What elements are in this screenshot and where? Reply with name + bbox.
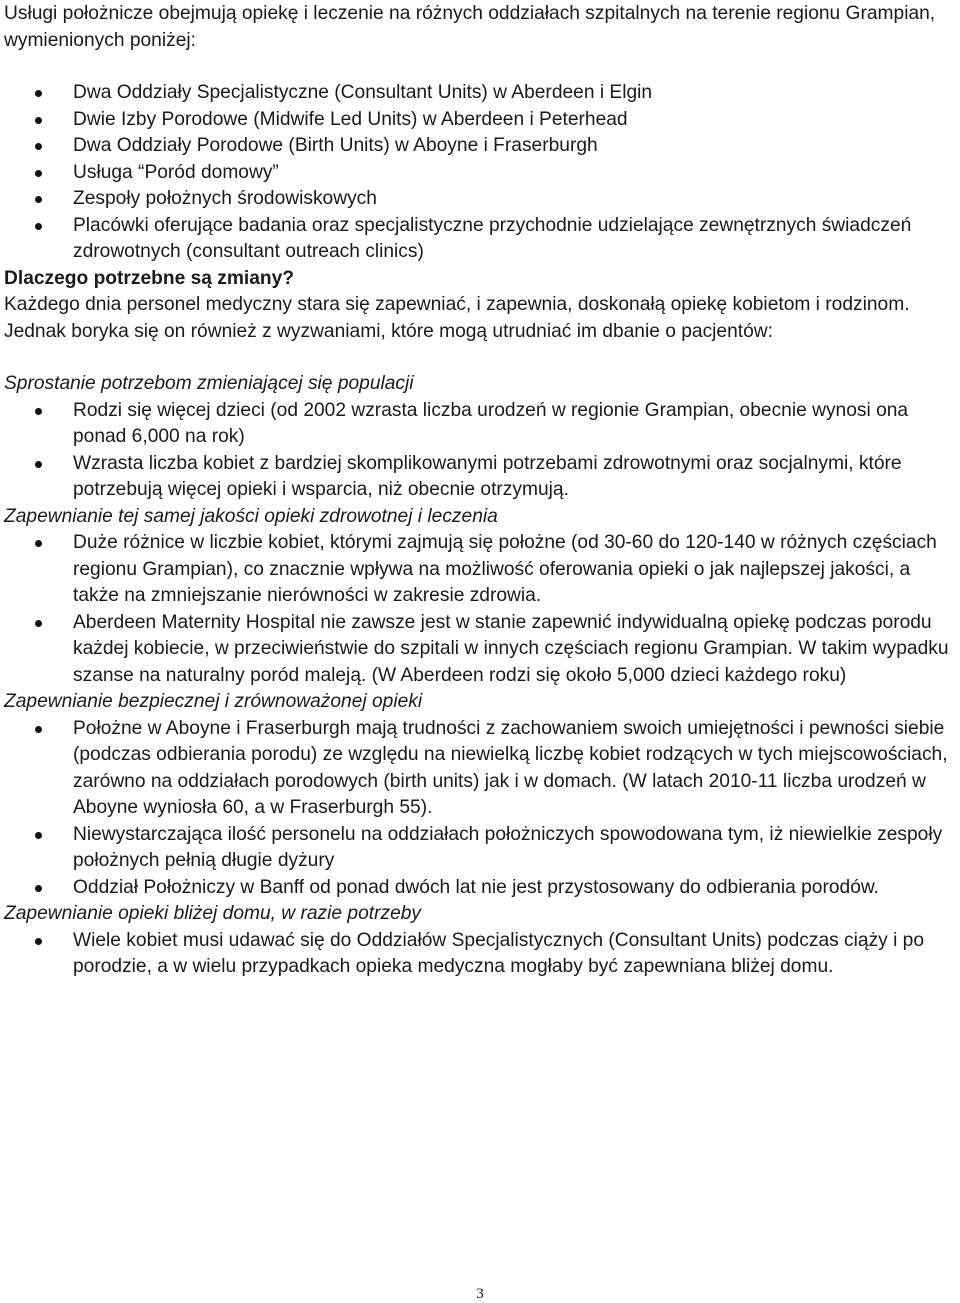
list-item — [4, 107, 956, 134]
section-heading-population: Sprostanie potrzebom zmieniającej się populacji — [4, 373, 414, 394]
bullet-icon — [35, 885, 42, 892]
list-item-text: Rodzi się więcej dzieci (od 2002 wzrasta liczba urodzeń w regionie Grampian, obecnie wynosi ona ponad 6,000 na rok) — [73, 399, 909, 447]
list-item-text: Dwa Oddziały Specjalistyczne (Consultant Units) w Aberdeen i Elgin — [73, 82, 653, 103]
units-list — [4, 80, 956, 266]
list-item — [4, 80, 956, 107]
bullet-icon — [35, 223, 42, 230]
list-item — [4, 822, 956, 875]
section-list-population — [4, 398, 956, 504]
section-list-quality — [4, 530, 956, 689]
section-list-closer-to-home — [4, 928, 956, 981]
section-list-safety — [4, 716, 956, 902]
bullet-icon — [35, 461, 42, 468]
document-page — [4, 0, 956, 981]
list-item — [4, 716, 956, 822]
page-number: 3 — [476, 1286, 484, 1302]
list-item-text: Dwa Oddziały Porodowe (Birth Units) w Aboyne i Fraserburgh — [73, 135, 598, 156]
list-item — [4, 160, 956, 187]
list-item-text: Dwie Izby Porodowe (Midwife Led Units) w Aberdeen i Peterhead — [73, 108, 628, 130]
list-item-text: Aberdeen Maternity Hospital nie zawsze jest w stanie zapewnić indywidualną opiekę podczas porodu każdej kobiecie, w przeciwieństwie do szpitali w innych częściach regionu Grampian. W takim wypadku szanse na naturalny poród maleją. (W Aberdeen rodzi się około 5,000 dzieci każdego roku) — [73, 611, 949, 686]
list-item-text: Placówki oferujące badania oraz specjalistyczne przychodnie udzielające zewnętrznych świadczeń zdrowotnych (consultant outreach clinics) — [73, 214, 912, 262]
list-item — [4, 213, 956, 266]
list-item-text: Wzrasta liczba kobiet z bardziej skomplikowanymi potrzebami zdrowotnymi oraz socjalnymi, które potrzebują więcej opieki i wsparcia, niż obecnie otrzymują. — [73, 452, 902, 500]
section-heading-quality: Zapewnianie tej samej jakości opieki zdrowotnej i leczenia — [4, 505, 498, 527]
bullet-icon — [35, 620, 42, 627]
bullet-icon — [35, 726, 42, 733]
list-item — [4, 875, 956, 902]
bullet-icon — [35, 143, 42, 150]
list-item — [4, 610, 956, 690]
list-item-text: Duże różnice w liczbie kobiet, którymi zajmują się położne (od 30-60 do 120-140 w różnych częściach regionu Grampian), co znacznie wpływa na możliwość oferowania opieki o jak najlepszej jakości, a także na zmniejszanie nierówności w zakresie zdrowia. — [73, 532, 937, 606]
list-item-text: Oddział Położniczy w Banff od ponad dwóch lat nie jest przystosowany do odbierania porodów. — [73, 876, 880, 898]
list-item-text: Niewystarczająca ilość personelu na oddziałach położniczych spowodowana tym, iż niewielkie zespoły położnych pełnią długie dyżury — [73, 823, 943, 871]
why-heading: Dlaczego potrzebne są zmiany? — [4, 267, 295, 289]
list-item — [4, 451, 956, 504]
section-heading-safety: Zapewnianie bezpiecznej i zrównoważonej opieki — [4, 691, 423, 712]
bullet-icon — [35, 540, 42, 547]
why-paragraph: Każdego dnia personel medyczny stara się zapewniać, i zapewnia, doskonałą opiekę kobietom i rodzinom. Jednak boryka się on również z wyzwaniami, które mogą utrudniać im dbanie o pacjentów: — [4, 294, 910, 342]
bullet-icon — [35, 938, 42, 945]
bullet-icon — [35, 408, 42, 415]
list-item-text: Zespoły położnych środowiskowych — [73, 188, 377, 209]
list-item — [4, 928, 956, 981]
section-heading-closer-to-home: Zapewnianie opieki bliżej domu, w razie potrzeby — [4, 903, 422, 924]
bullet-icon — [35, 117, 42, 124]
list-item-text: Położne w Aboyne i Fraserburgh mają trudności z zachowaniem swoich umiejętności i pewności siebie (podczas odbierania porodu) ze względu na niewielką liczbę kobiet rodzących w tych miejscowościach, zarówno na oddziałach porodowych (birth units) jak i w domach. (W latach 2010-11 liczba urodzeń w Aboyne wyniosła 60, a w Fraserburgh 55). — [73, 717, 948, 818]
intro-paragraph: Usługi położnicze obejmują opiekę i leczenie na różnych oddziałach szpitalnych na terenie regionu Grampian, wymienionych poniżej: — [4, 3, 936, 51]
list-item-text: Wiele kobiet musi udawać się do Oddziałów Specjalistycznych (Consultant Units) podczas ciąży i po porodzie, a w wielu przypadkach opieka medyczna mogłaby być zapewniana bliżej domu. — [73, 929, 925, 977]
bullet-icon — [35, 90, 42, 97]
list-item-text: Usługa “Poród domowy” — [73, 161, 279, 183]
list-item — [4, 530, 956, 610]
bullet-icon — [35, 832, 42, 839]
list-item — [4, 133, 956, 160]
bullet-icon — [35, 196, 42, 203]
bullet-icon — [35, 170, 42, 177]
list-item — [4, 186, 956, 213]
list-item — [4, 398, 956, 451]
